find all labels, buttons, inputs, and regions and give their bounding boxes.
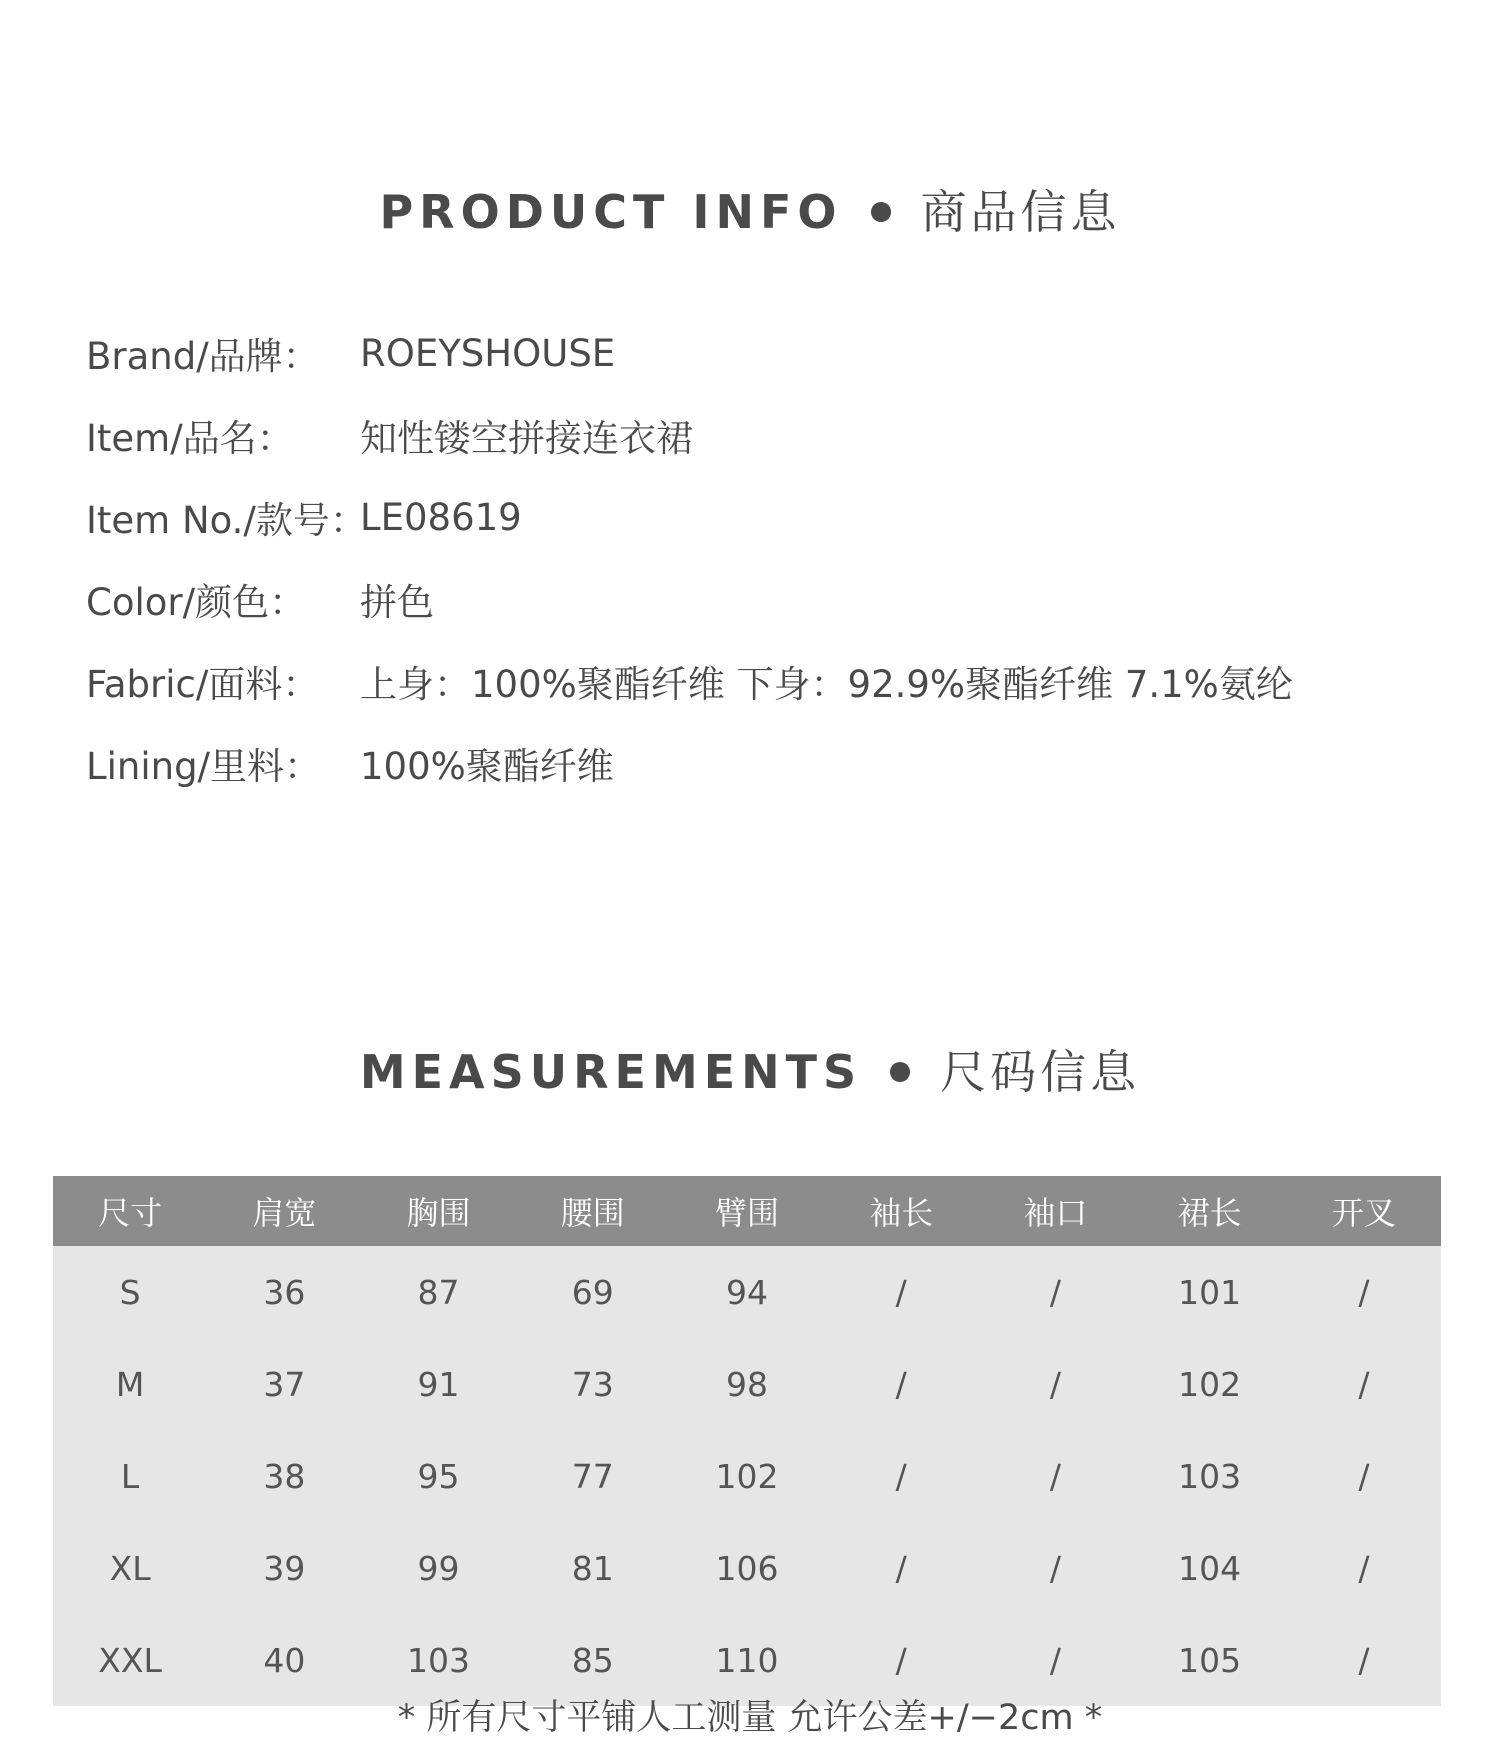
brand-label: Brand/品牌： xyxy=(86,335,320,378)
header-waist: 腰围 xyxy=(516,1176,670,1246)
table-header-row xyxy=(53,1176,1441,1246)
info-row-fabric xyxy=(86,640,1293,722)
table-cell: 39 xyxy=(207,1522,361,1614)
table-cell: 104 xyxy=(1133,1522,1287,1614)
item-no-label: Item No./款号： xyxy=(86,499,367,542)
table-cell: 110 xyxy=(670,1614,824,1706)
table-cell: / xyxy=(978,1614,1132,1706)
table-cell: 77 xyxy=(516,1430,670,1522)
table-cell: 94 xyxy=(670,1246,824,1338)
info-row-lining xyxy=(86,722,1293,804)
table-cell: 95 xyxy=(361,1430,515,1522)
table-cell: / xyxy=(824,1430,978,1522)
table-cell: / xyxy=(1287,1522,1441,1614)
table-cell: 102 xyxy=(670,1430,824,1522)
table-cell: L xyxy=(53,1430,207,1522)
table-cell: / xyxy=(824,1338,978,1430)
table-row xyxy=(53,1522,1441,1614)
header-dress-length: 裙长 xyxy=(1133,1176,1287,1246)
table-cell: / xyxy=(1287,1338,1441,1430)
brand-value: ROEYSHOUSE xyxy=(360,331,616,375)
table-cell: / xyxy=(1287,1246,1441,1338)
table-cell: / xyxy=(824,1522,978,1614)
info-row-color xyxy=(86,558,1293,640)
table-row xyxy=(53,1338,1441,1430)
info-row-item xyxy=(86,394,1293,476)
table-cell: / xyxy=(978,1522,1132,1614)
table-cell: 99 xyxy=(361,1522,515,1614)
table-cell: / xyxy=(978,1430,1132,1522)
table-cell: 38 xyxy=(207,1430,361,1522)
table-cell: 105 xyxy=(1133,1614,1287,1706)
product-info-title-en: PRODUCT INFO xyxy=(379,185,843,239)
table-cell: XL xyxy=(53,1522,207,1614)
fabric-value: 上身：100%聚酯纤维 下身：92.9%聚酯纤维 7.1%氨纶 xyxy=(360,663,1293,706)
table-cell: 103 xyxy=(361,1614,515,1706)
table-cell: 37 xyxy=(207,1338,361,1430)
table-cell: 98 xyxy=(670,1338,824,1430)
table-cell: 101 xyxy=(1133,1246,1287,1338)
table-cell: M xyxy=(53,1338,207,1430)
table-cell: / xyxy=(1287,1430,1441,1522)
bullet-dot-icon xyxy=(890,1062,910,1082)
table-cell: 36 xyxy=(207,1246,361,1338)
measurement-note: * 所有尺寸平铺人工测量 允许公差+/−2cm * xyxy=(397,1698,1103,1738)
table-cell: 91 xyxy=(361,1338,515,1430)
table-cell: XXL xyxy=(53,1614,207,1706)
table-cell: 73 xyxy=(516,1338,670,1430)
table-cell: 69 xyxy=(516,1246,670,1338)
size-table xyxy=(53,1176,1441,1706)
header-chest: 胸围 xyxy=(361,1176,515,1246)
table-cell: / xyxy=(978,1338,1132,1430)
color-label: Color/颜色： xyxy=(86,581,307,624)
item-value: 知性镂空拼接连衣裙 xyxy=(360,417,693,460)
measurements-title-en: MEASUREMENTS xyxy=(359,1045,863,1099)
measurements-title xyxy=(0,1036,1500,1102)
bullet-dot-icon xyxy=(871,202,891,222)
header-arm: 臂围 xyxy=(670,1176,824,1246)
table-row xyxy=(53,1246,1441,1338)
header-sleeve-length: 袖长 xyxy=(824,1176,978,1246)
header-slit: 开叉 xyxy=(1287,1176,1441,1246)
table-cell: 40 xyxy=(207,1614,361,1706)
table-cell: 85 xyxy=(516,1614,670,1706)
table-cell: / xyxy=(978,1246,1132,1338)
info-row-item-no xyxy=(86,476,1293,558)
table-cell: 103 xyxy=(1133,1430,1287,1522)
table-cell: 106 xyxy=(670,1522,824,1614)
lining-value: 100%聚酯纤维 xyxy=(360,745,614,788)
table-cell: / xyxy=(1287,1614,1441,1706)
item-label: Item/品名： xyxy=(86,417,294,460)
product-info-title xyxy=(0,176,1500,242)
table-cell: 102 xyxy=(1133,1338,1287,1430)
table-cell: S xyxy=(53,1246,207,1338)
fabric-label: Fabric/面料： xyxy=(86,663,320,706)
product-info-list xyxy=(86,312,1293,804)
product-info-title-zh: 商品信息 xyxy=(920,185,1121,239)
info-row-brand xyxy=(86,312,1293,394)
header-shoulder: 肩宽 xyxy=(207,1176,361,1246)
item-no-value: LE08619 xyxy=(360,495,522,539)
header-cuff: 袖口 xyxy=(978,1176,1132,1246)
table-cell: / xyxy=(824,1614,978,1706)
table-cell: 81 xyxy=(516,1522,670,1614)
table-row xyxy=(53,1430,1441,1522)
color-value: 拼色 xyxy=(360,581,434,624)
header-size: 尺寸 xyxy=(53,1176,207,1246)
table-cell: 87 xyxy=(361,1246,515,1338)
table-cell: / xyxy=(824,1246,978,1338)
measurements-title-zh: 尺码信息 xyxy=(940,1045,1141,1099)
lining-label: Lining/里料： xyxy=(86,745,322,788)
